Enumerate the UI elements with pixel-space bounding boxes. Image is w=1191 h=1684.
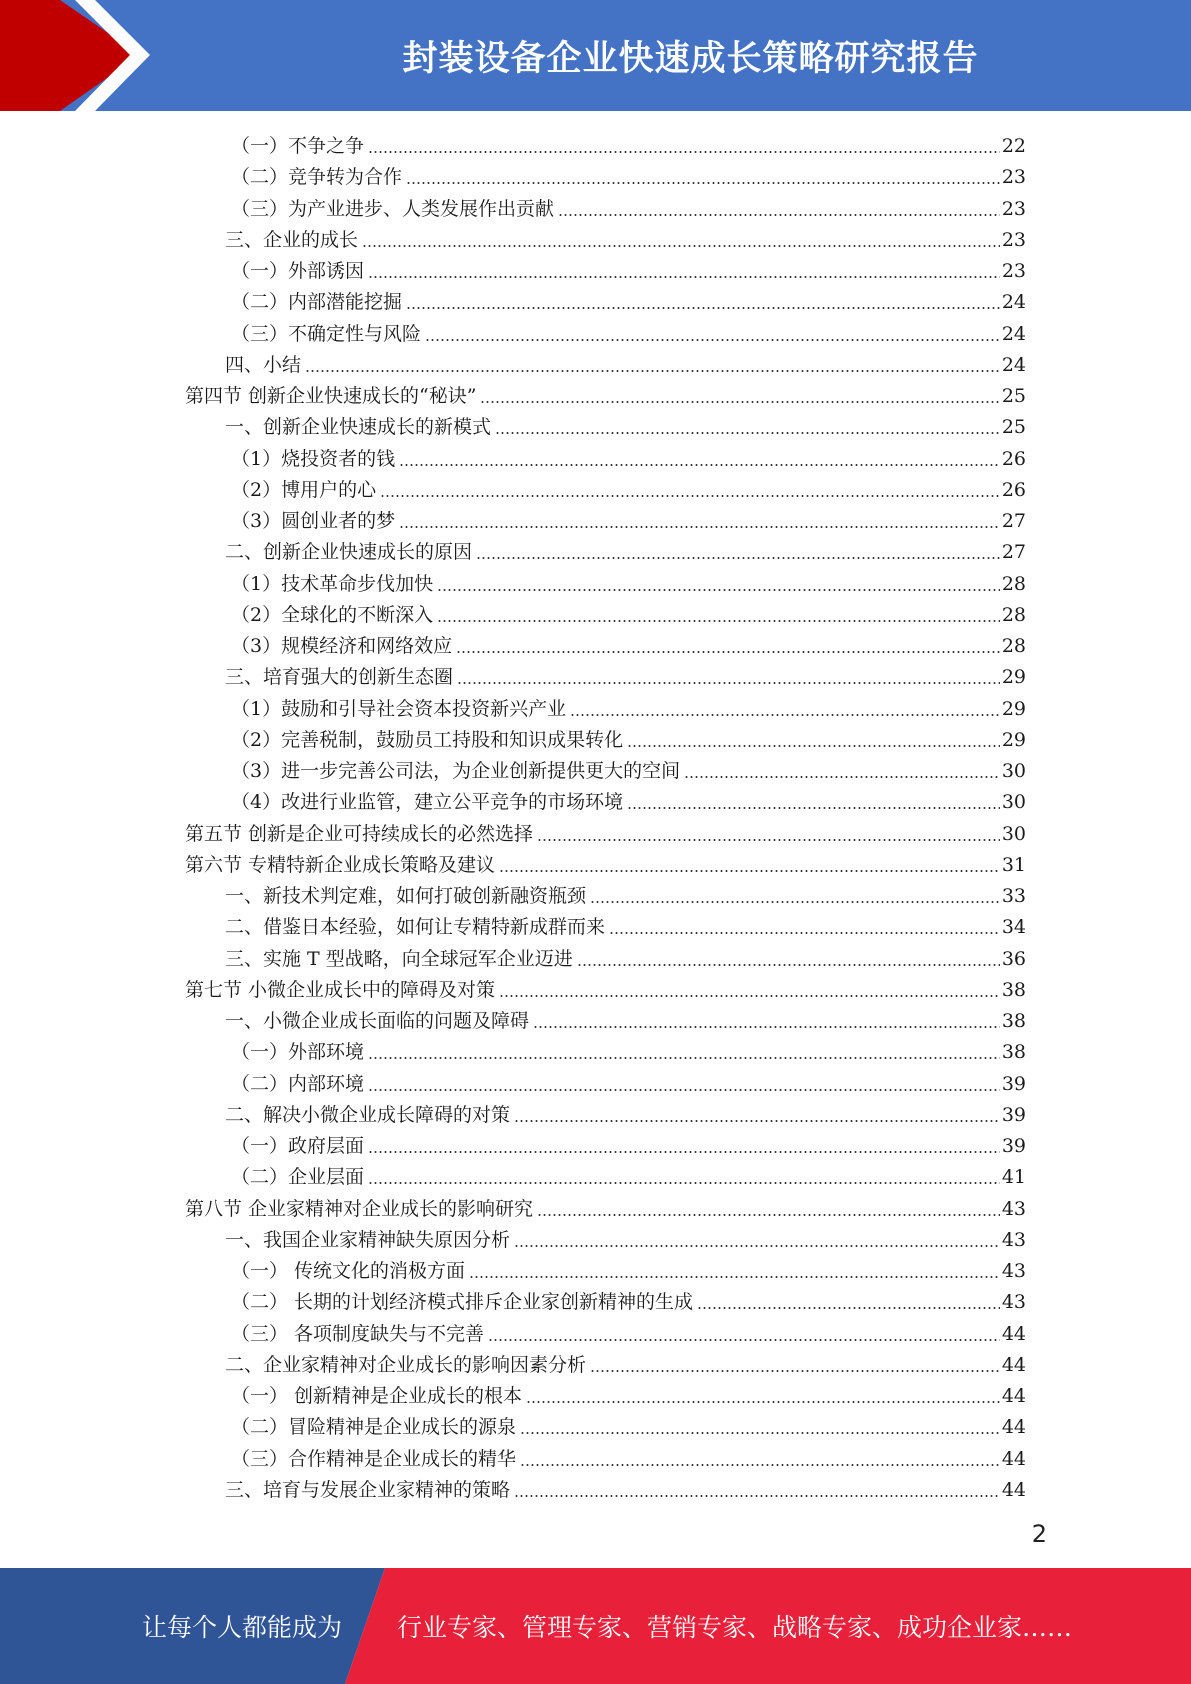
toc-entry-page: 28 xyxy=(1001,573,1026,595)
page-footer xyxy=(0,1568,1191,1684)
toc-entry[interactable] xyxy=(231,1252,1026,1283)
toc-entry-page: 29 xyxy=(1001,698,1026,720)
toc-entry-page: 38 xyxy=(1001,1010,1026,1032)
toc-entry-title: （三） 各项制度缺失与不完善 xyxy=(231,1323,485,1345)
toc-entry[interactable] xyxy=(225,1471,1026,1502)
toc-entry-title: （3）进一步完善公司法，为企业创新提供更大的空间 xyxy=(231,760,681,782)
toc-entry-title: （1）鼓励和引导社会资本投资新兴产业 xyxy=(231,698,567,720)
toc-entry-page: 23 xyxy=(1001,198,1026,220)
toc-entry-page: 29 xyxy=(1001,729,1026,751)
toc-entry[interactable] xyxy=(231,1315,1026,1346)
toc-dot-leader xyxy=(368,1182,1000,1184)
toc-entry-title: 四、小结 xyxy=(225,354,302,376)
page-number: 2 xyxy=(1031,1520,1047,1548)
toc-entry-title: （一）政府层面 xyxy=(231,1135,365,1157)
footer-slogan-left: 让每个人都能成为 xyxy=(142,1613,343,1642)
toc-dot-leader xyxy=(476,557,1000,559)
toc-dot-leader xyxy=(305,370,1000,372)
toc-entry-page: 39 xyxy=(1001,1104,1026,1126)
toc-dot-leader xyxy=(406,182,1000,184)
toc-entry[interactable] xyxy=(185,846,1026,877)
toc-dot-leader xyxy=(526,1401,1000,1403)
toc-entry[interactable] xyxy=(225,408,1026,439)
toc-entry[interactable] xyxy=(225,1096,1026,1127)
toc-entry[interactable] xyxy=(231,190,1026,221)
toc-dot-leader xyxy=(380,495,1000,497)
toc-entry-page: 23 xyxy=(1001,229,1026,251)
toc-entry[interactable] xyxy=(225,221,1026,252)
toc-dot-leader xyxy=(684,776,1000,778)
toc-entry[interactable] xyxy=(231,783,1026,814)
toc-entry[interactable] xyxy=(231,1158,1026,1189)
toc-entry-title: （1）技术革命步伐加快 xyxy=(231,573,434,595)
toc-entry-page: 25 xyxy=(1001,416,1026,438)
toc-entry-title: （三）合作精神是企业成长的精华 xyxy=(231,1448,517,1470)
toc-entry-title: 第八节 企业家精神对企业成长的影响研究 xyxy=(185,1198,534,1220)
toc-entry[interactable] xyxy=(185,815,1026,846)
toc-dot-leader xyxy=(437,620,1000,622)
toc-entry-page: 34 xyxy=(1001,916,1026,938)
toc-entry-page: 44 xyxy=(1001,1479,1026,1501)
page-header xyxy=(0,0,1191,111)
toc-entry-page: 23 xyxy=(1001,166,1026,188)
footer-slogan-right: 行业专家、管理专家、营销专家、战略专家、成功企业家…… xyxy=(397,1613,1073,1642)
toc-entry[interactable] xyxy=(225,877,1026,908)
toc-dot-leader xyxy=(488,1339,1000,1341)
toc-entry-title: （一）外部环境 xyxy=(231,1041,365,1063)
toc-entry-title: 二、借鉴日本经验，如何让专精特新成群而来 xyxy=(225,916,606,938)
toc-entry-page: 26 xyxy=(1001,448,1026,470)
toc-dot-leader xyxy=(558,214,1000,216)
toc-entry-title: 第六节 专精特新企业成长策略及建议 xyxy=(185,854,496,876)
toc-entry[interactable] xyxy=(231,565,1026,596)
toc-dot-leader xyxy=(627,745,1000,747)
toc-entry[interactable] xyxy=(231,471,1026,502)
toc-dot-leader xyxy=(537,839,1000,841)
toc-entry-title: 二、创新企业快速成长的原因 xyxy=(225,541,473,563)
toc-entry-page: 27 xyxy=(1001,510,1026,532)
toc-entry[interactable] xyxy=(225,1346,1026,1377)
toc-dot-leader xyxy=(437,589,1000,591)
toc-entry-title: 三、企业的成长 xyxy=(225,229,359,251)
toc-entry[interactable] xyxy=(225,346,1026,377)
toc-entry[interactable] xyxy=(231,752,1026,783)
toc-entry-page: 23 xyxy=(1001,260,1026,282)
toc-entry-page: 38 xyxy=(1001,979,1026,1001)
toc-entry-title: （二） 长期的计划经济模式排斥企业家创新精神的生成 xyxy=(231,1291,694,1313)
toc-dot-leader xyxy=(590,901,1000,903)
toc-entry-title: （2）博用户的心 xyxy=(231,479,377,501)
toc-dot-leader xyxy=(609,932,1000,934)
toc-entry-page: 28 xyxy=(1001,604,1026,626)
toc-entry[interactable] xyxy=(231,627,1026,658)
toc-entry[interactable] xyxy=(231,440,1026,471)
toc-entry-title: （二）内部潜能挖掘 xyxy=(231,291,403,313)
toc-entry-title: 三、实施 T 型战略，向全球冠军企业迈进 xyxy=(225,948,573,970)
toc-entry-page: 30 xyxy=(1001,760,1026,782)
toc-entry-title: （三）为产业进步、人类发展作出贡献 xyxy=(231,198,555,220)
toc-entry-title: （3）圆创业者的梦 xyxy=(231,510,396,532)
toc-dot-leader xyxy=(499,995,1000,997)
toc-entry[interactable] xyxy=(231,1065,1026,1096)
toc-entry-page: 43 xyxy=(1001,1291,1026,1313)
toc-entry-title: （3）规模经济和网络效应 xyxy=(231,635,453,657)
toc-entry-title: （2）全球化的不断深入 xyxy=(231,604,434,626)
toc-entry-page: 28 xyxy=(1001,635,1026,657)
toc-entry[interactable] xyxy=(231,127,1026,158)
toc-entry-page: 30 xyxy=(1001,823,1026,845)
toc-dot-leader xyxy=(627,807,1000,809)
toc-dot-leader xyxy=(514,1495,1000,1497)
toc-entry[interactable] xyxy=(231,502,1026,533)
toc-entry-page: 29 xyxy=(1001,666,1026,688)
toc-entry-title: （一）不争之争 xyxy=(231,135,365,157)
toc-entry-page: 24 xyxy=(1001,291,1026,313)
toc-dot-leader xyxy=(469,1276,1000,1278)
toc-entry-title: 三、培育强大的创新生态圈 xyxy=(225,666,454,688)
toc-entry-page: 38 xyxy=(1001,1041,1026,1063)
toc-entry-title: （二）竞争转为合作 xyxy=(231,166,403,188)
toc-dot-leader xyxy=(399,526,1000,528)
toc-dot-leader xyxy=(520,1432,1000,1434)
toc-dot-leader xyxy=(514,1120,1000,1122)
toc-dot-leader xyxy=(480,401,999,403)
toc-entry-page: 44 xyxy=(1001,1354,1026,1376)
toc-entry-page: 44 xyxy=(1001,1385,1026,1407)
report-title: 封装设备企业快速成长策略研究报告 xyxy=(402,38,979,79)
toc-entry-title: 一、创新企业快速成长的新模式 xyxy=(225,416,492,438)
toc-dot-leader xyxy=(406,307,1000,309)
toc-entry[interactable] xyxy=(231,1283,1026,1314)
toc-dot-leader xyxy=(425,339,1000,341)
toc-entry-page: 31 xyxy=(1001,854,1026,876)
toc-dot-leader xyxy=(368,276,1000,278)
toc-entry[interactable] xyxy=(231,315,1026,346)
toc-entry-page: 44 xyxy=(1001,1448,1026,1470)
toc-entry-page: 43 xyxy=(1001,1198,1026,1220)
toc-entry[interactable] xyxy=(231,283,1026,314)
toc-dot-leader xyxy=(590,1370,1000,1372)
toc-dot-leader xyxy=(368,1057,1000,1059)
toc-entry-title: 二、企业家精神对企业成长的影响因素分析 xyxy=(225,1354,587,1376)
toc-entry-title: （4）改进行业监管，建立公平竞争的市场环境 xyxy=(231,791,624,813)
toc-entry-page: 27 xyxy=(1001,541,1026,563)
toc-entry[interactable] xyxy=(185,971,1026,1002)
toc-entry-title: 一、新技术判定难，如何打破创新融资瓶颈 xyxy=(225,885,587,907)
toc-entry-page: 22 xyxy=(1001,135,1026,157)
toc-entry[interactable] xyxy=(225,658,1026,689)
toc-entry-page: 43 xyxy=(1001,1229,1026,1251)
toc-entry-title: 三、培育与发展企业家精神的策略 xyxy=(225,1479,511,1501)
toc-entry[interactable] xyxy=(231,690,1026,721)
toc-entry[interactable] xyxy=(231,596,1026,627)
toc-dot-leader xyxy=(368,1151,1000,1153)
toc-dot-leader xyxy=(577,964,1000,966)
toc-entry[interactable] xyxy=(231,721,1026,752)
toc-dot-leader xyxy=(368,1089,1000,1091)
toc-entry-page: 43 xyxy=(1001,1260,1026,1282)
toc-dot-leader xyxy=(499,870,1000,872)
toc-entry-page: 30 xyxy=(1001,791,1026,813)
toc-dot-leader xyxy=(533,1026,1000,1028)
toc-entry-title: 第七节 小微企业成长中的障碍及对策 xyxy=(185,979,496,1001)
toc-dot-leader xyxy=(514,1245,1000,1247)
toc-entry-page: 44 xyxy=(1001,1416,1026,1438)
toc-entry-page: 26 xyxy=(1001,479,1026,501)
toc-entry[interactable] xyxy=(225,1002,1026,1033)
toc-entry-page: 33 xyxy=(1001,885,1026,907)
toc-dot-leader xyxy=(570,714,1000,716)
toc-dot-leader xyxy=(697,1307,1000,1309)
toc-entry-title: （二）企业层面 xyxy=(231,1166,365,1188)
toc-entry-title: （一） 传统文化的消极方面 xyxy=(231,1260,466,1282)
toc-entry[interactable] xyxy=(231,158,1026,189)
toc-entry-title: （二）冒险精神是企业成长的源泉 xyxy=(231,1416,517,1438)
toc-entry[interactable] xyxy=(225,1221,1026,1252)
toc-entry-page: 24 xyxy=(1001,354,1026,376)
toc-entry-page: 24 xyxy=(1001,323,1026,345)
toc-entry-title: 一、小微企业成长面临的问题及障碍 xyxy=(225,1010,530,1032)
toc-entry-page: 39 xyxy=(1001,1135,1026,1157)
toc-dot-leader xyxy=(362,245,1000,247)
toc-entry-title: 一、我国企业家精神缺失原因分析 xyxy=(225,1229,511,1251)
toc-entry[interactable] xyxy=(225,908,1026,939)
toc-entry-title: 第五节 创新是企业可持续成长的必然选择 xyxy=(185,823,534,845)
toc-dot-leader xyxy=(537,1214,1000,1216)
toc-entry-page: 44 xyxy=(1001,1323,1026,1345)
toc-entry[interactable] xyxy=(231,252,1026,283)
toc-entry[interactable] xyxy=(231,1377,1026,1408)
toc-dot-leader xyxy=(456,651,1000,653)
toc-entry-page: 41 xyxy=(1001,1166,1026,1188)
toc-entry[interactable] xyxy=(185,1190,1026,1221)
toc-entry-page: 25 xyxy=(1001,385,1026,407)
toc-entry[interactable] xyxy=(185,377,1026,408)
toc-dot-leader xyxy=(457,682,1000,684)
toc-entry-title: （二）内部环境 xyxy=(231,1073,365,1095)
toc-entry[interactable] xyxy=(225,533,1026,564)
toc-entry[interactable] xyxy=(231,1408,1026,1439)
toc-dot-leader xyxy=(520,1464,1000,1466)
toc-dot-leader xyxy=(368,151,1000,153)
toc-entry[interactable] xyxy=(225,940,1026,971)
toc-entry-title: （2）完善税制，鼓励员工持股和知识成果转化 xyxy=(231,729,624,751)
toc-entry-title: （三）不确定性与风险 xyxy=(231,323,422,345)
toc-dot-leader xyxy=(495,432,1000,434)
toc-entry-title: 第四节 创新企业快速成长的“秘诀” xyxy=(185,385,477,407)
toc-entry-title: （一）外部诱因 xyxy=(231,260,365,282)
toc-dot-leader xyxy=(399,464,1000,466)
toc-entry-title: 二、解决小微企业成长障碍的对策 xyxy=(225,1104,511,1126)
toc-entry-title: （1）烧投资者的钱 xyxy=(231,448,396,470)
toc-entry[interactable] xyxy=(231,1127,1026,1158)
toc-entry-title: （一） 创新精神是企业成长的根本 xyxy=(231,1385,523,1407)
toc-entry[interactable] xyxy=(231,1033,1026,1064)
toc-entry-page: 39 xyxy=(1001,1073,1026,1095)
toc-entry[interactable] xyxy=(231,1440,1026,1471)
toc-entry-page: 36 xyxy=(1001,948,1026,970)
